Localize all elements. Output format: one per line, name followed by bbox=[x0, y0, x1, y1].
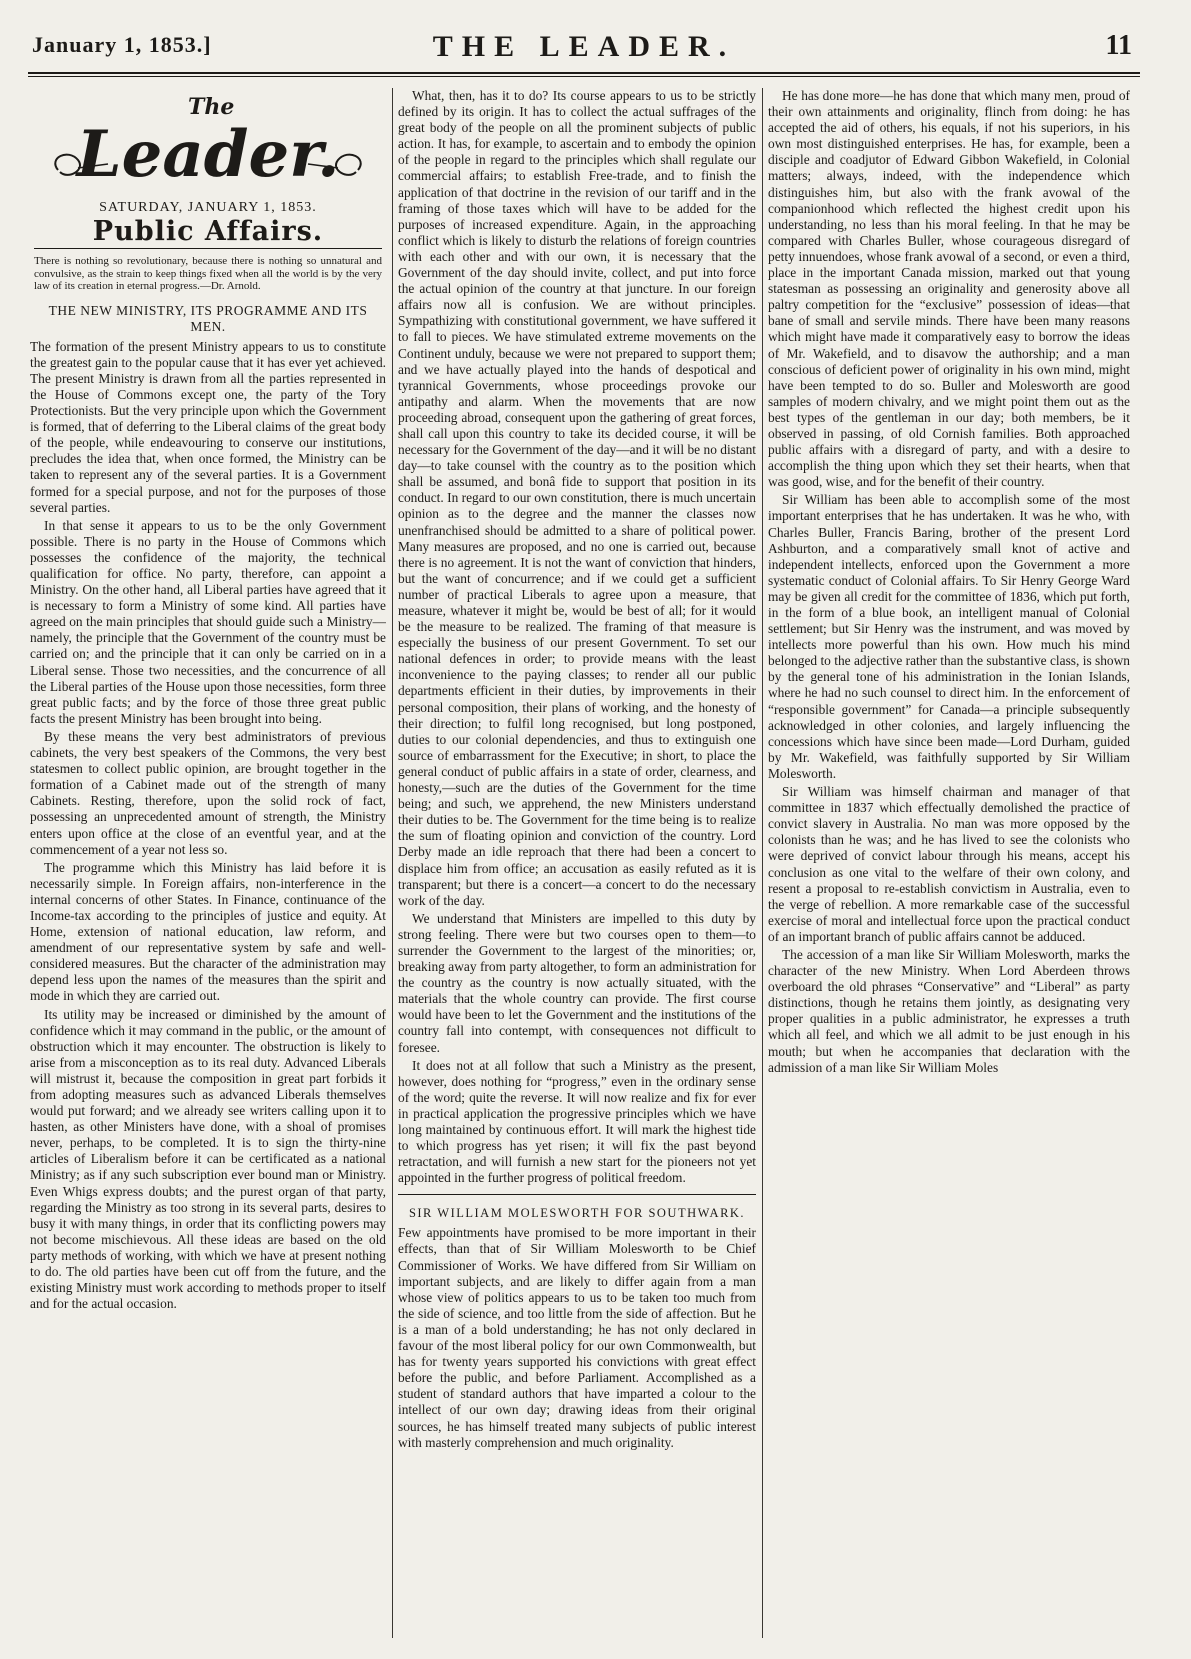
dateline: SATURDAY, JANUARY 1, 1853. bbox=[99, 200, 317, 215]
masthead-date: January 1, 1853.] bbox=[32, 32, 212, 57]
article-paragraph: In that sense it appears to us to be the only Government possible. There is no party in the House of Commons which possesses the confidence of the majority, the technical qualification for office. No party, therefore, can appoint a Ministry. On the other hand, all Liberal parties have agreed that it is necessary to form a Ministry of some kind. All parties have agreed on the main principles that should guide such a Ministry—namely, the principle that the Government of the country must be carried on; and the principle that it can only be carried on in a Liberal sense. Those two necessities, and the concurrence of all the Liberal parties of the House upon those necessities, form three great public facts; and by the force of those three great public facts the present Ministry has been brought into being. bbox=[30, 517, 386, 726]
masthead-title: THE LEADER. bbox=[432, 30, 736, 63]
column-rule-2 bbox=[762, 88, 763, 1638]
column-rule-1 bbox=[392, 88, 393, 1638]
logo-the: The bbox=[188, 94, 235, 120]
masthead-rule bbox=[28, 76, 1140, 77]
article-paragraph: The programme which this Ministry has laid before it is necessarily simple. In Foreign affairs, non-interference in the internal concerns of other States. In Finance, continuance of the Income-tax according to the principles of justice and equity. At Home, extension of national education, law reform, and amendment of our representative system by safe and well-considered measures. But the character of the administration may depend less upon the names of the measures than the spirit and mode in which they are carried out. bbox=[30, 859, 386, 1004]
article-paragraph: It does not at all follow that such a Ministry as the present, however, does nothing for “progress,” even in the ordinary sense of the word; quite the reverse. It will now realize and fix for ever in practical application the progressive principles which we have long maintained by continuous effort. It will mark the highest tide to which progress has yet risen; it will fix the past beyond retractation, and will furnish a new start for the pioneers not yet appointed in the further progress of political freedom. bbox=[398, 1057, 756, 1186]
article-paragraph: We understand that Ministers are impelled to this duty by strong feeling. There were but two courses open to them—to surrender the Government to the largest of the minorities; or, breaking away from party altogether, to form an administration for the country as the country is now actually situated, with the materials that the whole country can provide. The first course would have been to let the Government and the institutions of the country fall into contempt, with consequences not difficult to foresee. bbox=[398, 910, 756, 1055]
article-paragraph: Sir William was himself chairman and manager of that committee in 1837 which effectually demolished the practice of convict slavery in Australia. No man was more opposed by the colonists than he was; and he has lived to see the colonists who were deprived of convict labour through his means, accept his conclusion as one vital to the welfare of their own colony, and resent a proposal to re-establish convictism in Australia, even to the verge of rebellion. A more remarkable case of the successful exercise of moral and intellectual force upon the practical conduct of an important branch of public affairs cannot be adduced. bbox=[768, 784, 1130, 944]
column-1 bbox=[30, 88, 386, 1643]
article-paragraph: Few appointments have promised to be more important in their effects, than that of Sir William Molesworth to be Chief Commissioner of Works. We have differed from Sir William on important subjects, and are likely to differ again from a man whose view of politics appears to us to be taken too much from the side of science, and too little from the side of affection. But he is a man of a bold understanding; he has not only declared in favour of the most liberal policy for our own Commonwealth, but has for twenty years supported his convictions with great effect before the public, and before Parliament. Accomplished as a student of standard authors that have imparted a colour to the intellect of our own day; drawing ideas from their original sources, he has himself treated many subjects of public interest with masterly comprehension and much originality. bbox=[398, 1225, 756, 1450]
column-3 bbox=[768, 88, 1130, 1643]
column-2 bbox=[398, 88, 756, 1643]
article-paragraph: The accession of a man like Sir William Molesworth, marks the character of the new Ministry. When Lord Aberdeen throws overboard the old phrases “Conservative” and “Liberal” as party distinctions, though he retains them jointly, as designating very proper qualities in a public administrator, he expresses a truth which all feel, and which we all admit to be just enough in his mouth; but when he accompanies that declaration with the admission of a man like Sir William Moles bbox=[768, 946, 1130, 1075]
article-paragraph: The formation of the present Ministry appears to us to constitute the greatest gain to the popular cause that it has ever yet achieved. The present Ministry is drawn from all the parties represented in the House of Commons except one, the party of the Tory Protectionists. But the very principle upon which the Government is formed, that of deferring to the Liberal claims of the great body of the people, while endeavouring to conserve our institutions, precludes the idea that, when once formed, the Ministry can be taken to represent any of the several parties. It is a Government formed for a special purpose, and not for the purposes of those several parties. bbox=[30, 338, 386, 515]
article-title: THE NEW MINISTRY, ITS PROGRAMME AND ITS MEN. bbox=[48, 302, 368, 334]
article-paragraph: Its utility may be increased or diminished by the amount of confidence which it may command in the public, or the amount of obstruction which it may encounter. The obstruction is likely to arise from a misconception as to its real duty. Advanced Liberals will mistrust it, because the composition in great part forbids it from adopting measures such as advanced Liberals themselves would put forward; and we already see writers calling upon it to hasten, as other Ministers have done, with a shoal of promises never, perhaps, to be completed. It is to sign the thirty-nine articles of Liberalism before it can be certificated as a national Ministry; as if any such subscription ever bound man or Ministry. Even Whigs express doubts; and the purest organ of that party, regarding the Ministry as too strong in its several parts, desires to busy it with many things, in order that its conflicting powers may not become mischievous. All these ideas are based on the old party methods of working, with which we have at present nothing to do. The old parties have been cut off from the future, and the existing Ministry must work according to methods proper to itself and for the actual occasion. bbox=[30, 1006, 386, 1312]
masthead bbox=[28, 26, 1140, 74]
article-title: SIR WILLIAM MOLESWORTH FOR SOUTHWARK. bbox=[398, 1194, 756, 1221]
article-paragraph: By these means the very best administrators of previous cabinets, the very best speakers of the Commons, the very best statesmen to collect public opinion, are brought together in the formation of a Cabinet made out of the strength of many Cabinets. Resting, therefore, upon the solid rock of fact, possessing an unprecedented amount of strength, the Ministry enters upon office at the close of an eventful year, and at the commencement of a year not less so. bbox=[30, 728, 386, 857]
page-number: 11 bbox=[1105, 30, 1132, 61]
article-paragraph: What, then, has it to do? Its course appears to us to be strictly defined by its origin. It has to collect the actual suffrages of the great body of the people on all the prominent subjects of public action. It has, for example, to ascertain and to embody the opinion of the people in regard to the principles which shall regulate our commercial affairs; to establish Free-trade, and to finish the application of that doctrine in the revision of our tariff and in the framing of those taxes which will have to be added for the purposes of increased expenditure. Again, in the approaching conflict which is likely to disturb the relations of foreign countries with each other and with our own, it is necessary that the Government of the day should invite, collect, and put into force the actual opinion of the country at that juncture. In our foreign affairs now all is confusion. We are without principles. Sympathizing with constitutional government, we have suffered it to fall to pieces. We have stimulated extreme movements on the Continent unduly, because we were not prepared to support them; and we have actually played into the hands of despotical and tyrannical Governments, whose proceedings provoke our antipathy and alarm. When the movements that are now proceeding abroad, consequent upon the gathering of great forces, shall call upon this country to take its decided course, it will be necessary for the Government of the day—and it will be no distant day—to take counsel with the country as to the position which shall be assumed, and bonâ fide to support that position in its conduct. In regard to our own constitution, there is much uncertain opinion as to the degree and the manner the classes now unenfranchised should be admitted to a share of political power. Many measures are proposed, and no one is carried out, because there is no agreement. It is not the want of conviction that hinders, but the want of concurrence; and if we could get a sufficient number of practical Liberals to agree upon a measure, that measure, whatever it might be, would be best of all; for it would be the measure to be realized. The framing of that measure is especially the business of our present Government. To set our national defences in order; to provide means with the least inconvenience to the paying classes; to render all our public departments efficient in their duties, by improvements in their personal composition, their plans of working, and the honesty of their direction; to fulfil long recognised, but long postponed, duties to our colonial dependencies, and thus to extinguish one source of embarrassment for the Executive; in short, to place the general conduct of public affairs in a state of order, clearness, and honesty,—such are the duties of the Government for the time being; and such, we apprehend, the new Ministers understand their duties to be. The Government for the time being is to realize the sum of floating opinion and conviction of the country. Lord Derby made an idle reproach that there had been a concert to displace him from office; an accusation as easily refuted as it is transparent; but there is a concert—a concert to do the necessary work of the day. bbox=[398, 88, 756, 908]
section-title: Public Affairs. bbox=[92, 216, 324, 248]
article-paragraph: Sir William has been able to accomplish some of the most important enterprises that he has undertaken. It was he who, with Charles Buller, Francis Baring, brother of the present Lord Ashburton, and a comparatively small knot of active and independent intellects, enforced upon the Government a more systematic conduct of Colonial affairs. To Sir Henry George Ward may be given all credit for the committee of 1836, which put forth, in the form of a blue book, an intelligent manual of Colonial settlement; but Sir Henry was the instrument, and was moved by intellects more powerful than his own. How much his mind belonged to the adjective rather than the substantive class, is shown by the general tone of his administration in the Ionian Islands, where he had no such counsel to direct him. In the enforcement of “responsible government” for Canada—a principle subsequently acknowledged in other colonies, and largely influencing the concessions which have since been made—Lord Durham, guided by Mr. Wakefield, was faithfully supported by Sir William Molesworth. bbox=[768, 492, 1130, 781]
logo-flourish-icon bbox=[38, 88, 378, 196]
leader-logo bbox=[30, 88, 386, 198]
article-paragraph: He has done more—he has done that which many men, proud of their own attainments and originality, flinch from doing: he has accepted the aid of others, his equals, if not his superiors, in his own most distinguished enterprises. He has, for example, been a disciple and coadjutor of Edward Gibbon Wakefield, in Colonial matters; always, indeed, with the independence which distinguishes him, but also with the frank avowal of the companionhood which reflected the highest credit upon his understanding, no less than his moral feeling. In that he may be compared with Charles Buller, whose courageous disregard of petty innuendoes, whose frank avowal of a second, or even a third, place in the important Canada mission, marked out that young statesman as possessing an originality and generosity above all paltry competition for the “exclusive” possession of ideas—that bane of small and servile minds. There have been many reasons which might have made it comparatively easy to borrow the ideas of Mr. Wakefield, and to disavow the authorship; and a man conscious of deficient power of originality in his own mind, might have been tempted to do so. Buller and Molesworth are good samples of modern chivalry, and we might point them out as the best types of the gentleman in our day; both members, be it observed in passing, of old Cornish families. Both approached public affairs with a disregard of party, and with a desire to accomplish the thing upon which they set their hearts, when that was good, wise, and for the benefit of their country. bbox=[768, 88, 1130, 490]
motto: There is nothing so revolutionary, because there is nothing so unnatural and convulsive, as the strain to keep things fixed when all the world is by the very law of its creation in eternal progress.—Dr. Arnold. bbox=[34, 248, 382, 293]
logo-name: Leader. bbox=[76, 117, 340, 192]
